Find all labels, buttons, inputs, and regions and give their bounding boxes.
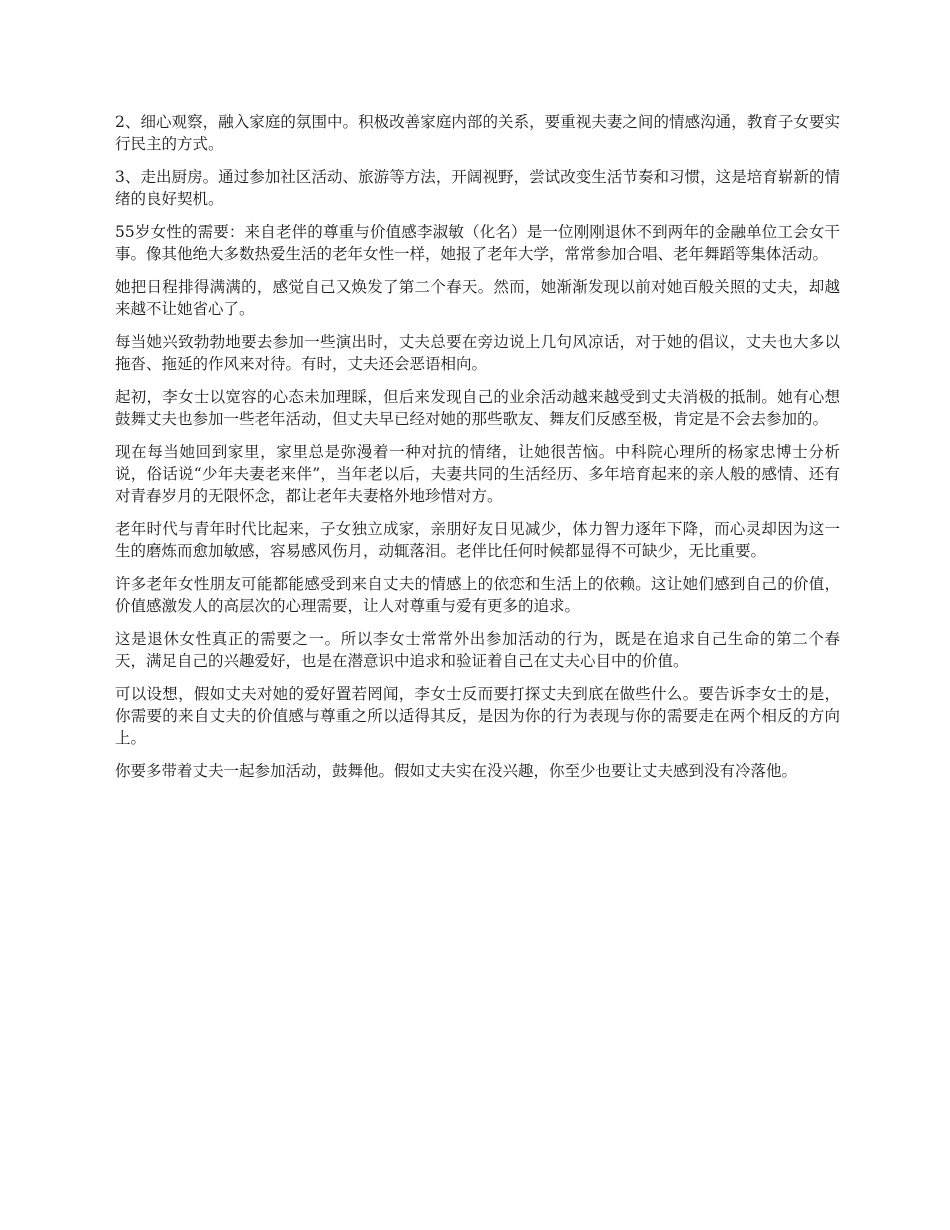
document-body <box>115 111 840 793</box>
paragraph-4: 她把日程排得满满的，感觉自己又焕发了第二个春天。然而，她渐渐发现以前对她百般关照的丈夫，却越来越不让她省心了。 <box>115 278 840 318</box>
paragraph-11: 可以设想，假如丈夫对她的爱好置若罔闻，李女士反而要打探丈夫到底在做些什么。要告诉李女士的是，你需要的来自丈夫的价值感与尊重之所以适得其反，是因为你的行为表现与你的需要走在两个相反的方向上。 <box>115 685 840 747</box>
paragraph-8: 老年时代与青年时代比起来，子女独立成家，亲朋好友日见减少，体力智力逐年下降，而心灵却因为这一生的磨炼而愈加敏感，容易感风伤月，动辄落泪。老伴比任何时候都显得不可缺少，无比重要。 <box>115 520 840 560</box>
paragraph-7: 现在每当她回到家里，家里总是弥漫着一种对抗的情绪，让她很苦恼。中科院心理所的杨家忠博士分析说，俗话说“少年夫妻老来伴”，当年老以后，夫妻共同的生活经历、多年培育起来的亲人般的感情、还有对青春岁月的无限怀念，都让老年夫妻格外地珍惜对方。 <box>115 443 840 505</box>
paragraph-3: 55岁女性的需要：来自老伴的尊重与价值感李淑敏（化名）是一位刚刚退休不到两年的金融单位工会女干事。像其他绝大多数热爱生活的老年女性一样，她报了老年大学，常常参加合唱、老年舞蹈等集体活动。 <box>115 223 840 263</box>
paragraph-5: 每当她兴致勃勃地要去参加一些演出时，丈夫总要在旁边说上几句风凉话，对于她的倡议，丈夫也大多以拖沓、拖延的作风来对待。有时，丈夫还会恶语相向。 <box>115 333 840 373</box>
paragraph-10: 这是退休女性真正的需要之一。所以李女士常常外出参加活动的行为，既是在追求自己生命的第二个春天，满足自己的兴趣爱好，也是在潜意识中追求和验证着自己在丈夫心目中的价值。 <box>115 630 840 670</box>
paragraph-2: 3、走出厨房。通过参加社区活动、旅游等方法，开阔视野，尝试改变生活节奏和习惯，这是培育崭新的情绪的良好契机。 <box>115 168 840 208</box>
paragraph-12: 你要多带着丈夫一起参加活动，鼓舞他。假如丈夫实在没兴趣，你至少也要让丈夫感到没有冷落他。 <box>115 762 798 780</box>
paragraph-1: 2、细心观察，融入家庭的氛围中。积极改善家庭内部的关系，要重视夫妻之间的情感沟通，教育子女要实行民主的方式。 <box>115 113 840 153</box>
paragraph-9: 许多老年女性朋友可能都能感受到来自丈夫的情感上的依恋和生活上的依赖。这让她们感到自己的价值，价值感激发人的高层次的心理需要，让人对尊重与爱有更多的追求。 <box>115 575 840 615</box>
paragraph-6: 起初，李女士以宽容的心态未加理睬，但后来发现自己的业余活动越来越受到丈夫消极的抵制。她有心想鼓舞丈夫也参加一些老年活动，但丈夫早已经对她的那些歌友、舞友们反感至极，肯定是不会去参加的。 <box>115 388 840 428</box>
